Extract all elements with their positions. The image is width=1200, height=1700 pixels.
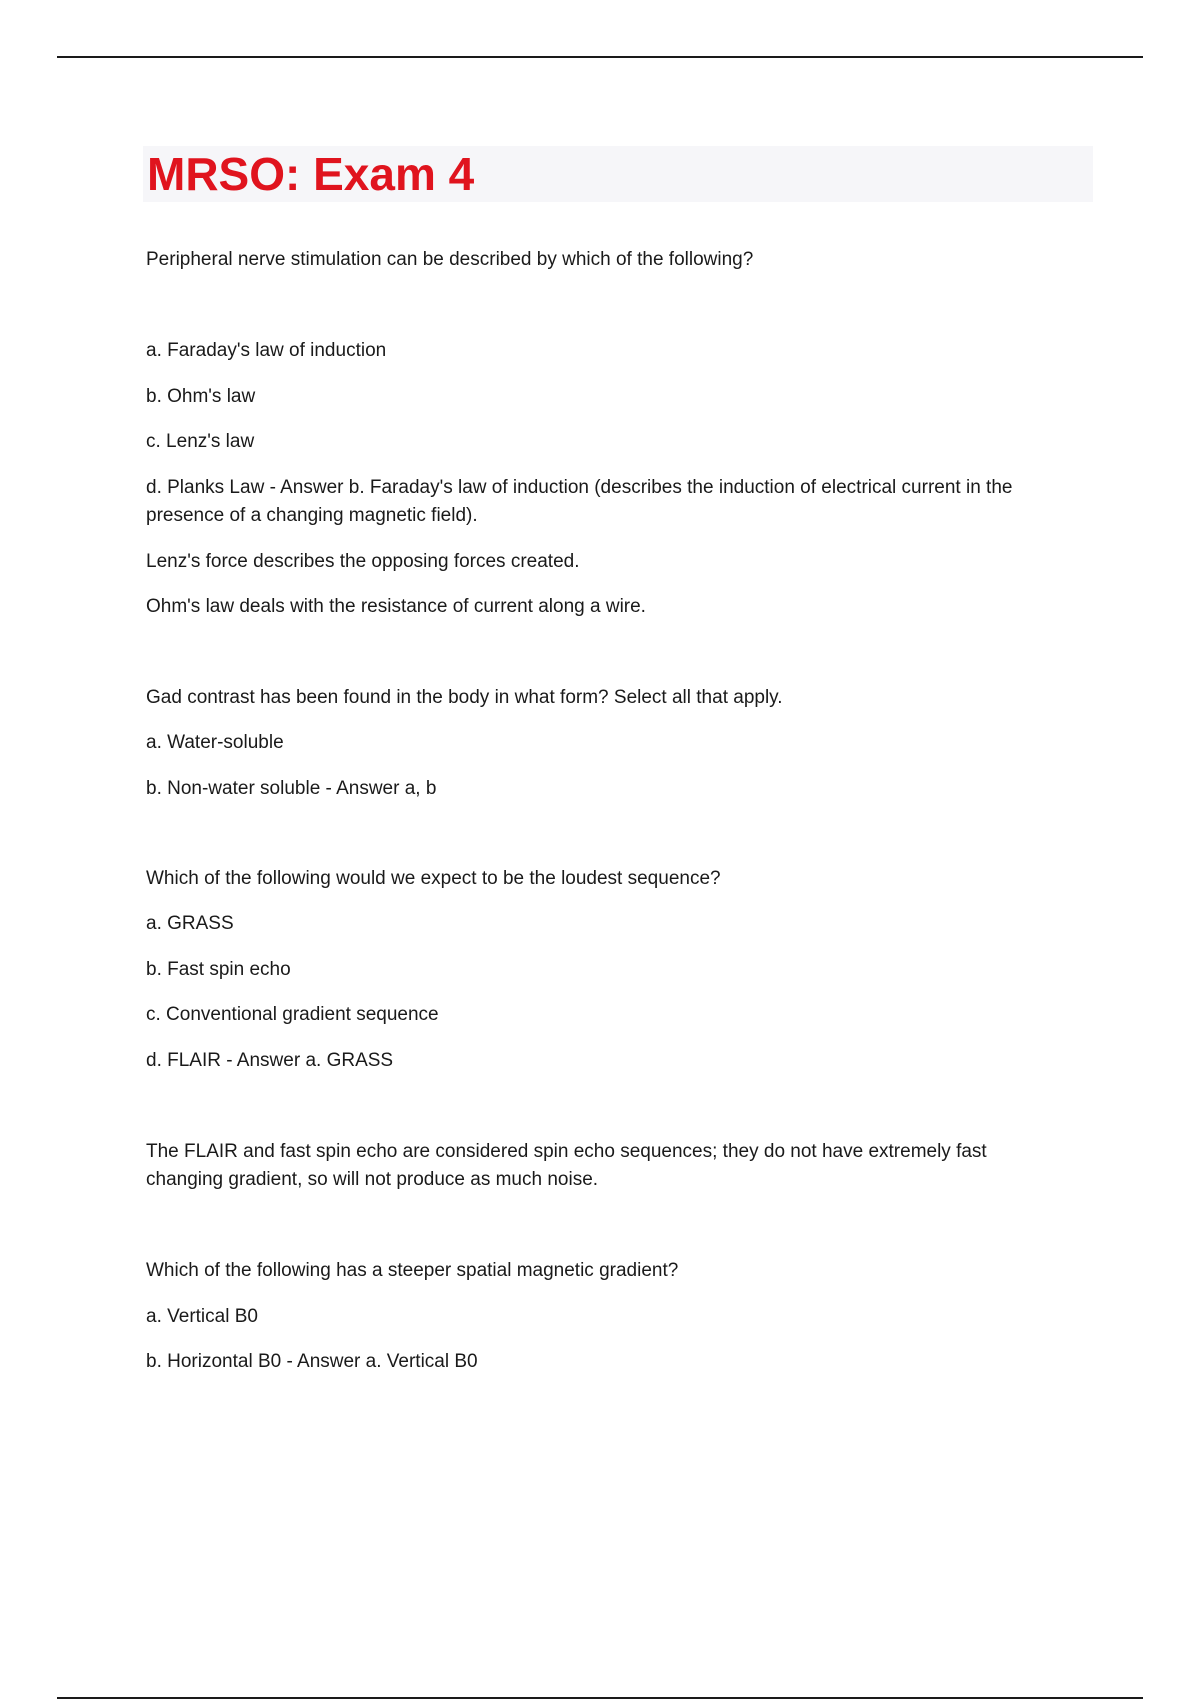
question-3-explanation: The FLAIR and fast spin echo are considered spin echo sequences; they do not have extremely fast xyxy=(146,1141,987,1162)
top-rule xyxy=(57,56,1143,58)
question-1-option-c: c. Lenz's law xyxy=(146,431,255,452)
question-3-option-b: b. Fast spin echo xyxy=(146,959,291,980)
question-4-option-b-answer: b. Horizontal B0 - Answer a. Vertical B0 xyxy=(146,1351,478,1372)
question-1-note-lenz: Lenz's force describes the opposing forces created. xyxy=(146,551,580,572)
question-3-explanation-continued: changing gradient, so will not produce as much noise. xyxy=(146,1169,599,1190)
question-1-option-a: a. Faraday's law of induction xyxy=(146,340,387,361)
question-1-option-b: b. Ohm's law xyxy=(146,386,256,407)
page-title: MRSO: Exam 4 xyxy=(147,148,475,200)
question-1-text: Peripheral nerve stimulation can be described by which of the following? xyxy=(146,249,754,270)
question-2-text: Gad contrast has been found in the body in what form? Select all that apply. xyxy=(146,687,783,708)
question-1-option-d-answer: d. Planks Law - Answer b. Faraday's law of induction (describes the induction of electrical current in the xyxy=(146,477,1013,498)
question-1-answer-continued: presence of a changing magnetic field). xyxy=(146,505,478,526)
question-2-option-b-answer: b. Non-water soluble - Answer a, b xyxy=(146,778,437,799)
question-3-option-d-answer: d. FLAIR - Answer a. GRASS xyxy=(146,1050,394,1071)
question-3-option-c: c. Conventional gradient sequence xyxy=(146,1004,439,1025)
question-3-text: Which of the following would we expect to be the loudest sequence? xyxy=(146,868,721,889)
question-2-option-a: a. Water-soluble xyxy=(146,732,284,753)
question-4-option-a: a. Vertical B0 xyxy=(146,1306,258,1327)
question-1-note-ohm: Ohm's law deals with the resistance of current along a wire. xyxy=(146,596,646,617)
question-3-option-a: a. GRASS xyxy=(146,913,234,934)
bottom-rule xyxy=(57,1697,1143,1699)
question-4-text: Which of the following has a steeper spatial magnetic gradient? xyxy=(146,1260,679,1281)
